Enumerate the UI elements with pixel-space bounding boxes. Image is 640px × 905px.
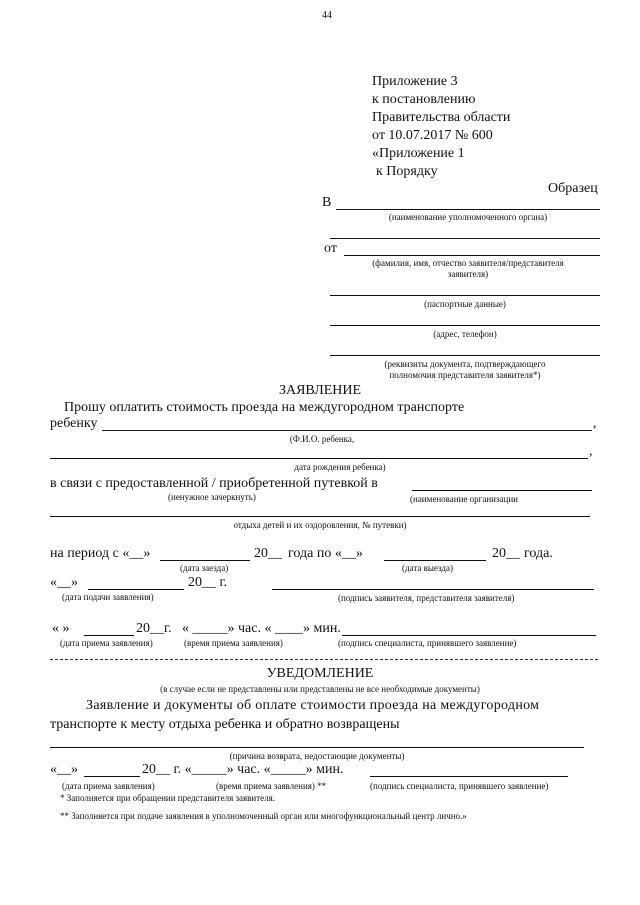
- submit-date-field[interactable]: [88, 589, 184, 590]
- to-field[interactable]: [336, 209, 600, 210]
- from-caption-1: (фамилия, имя, отчество заявителя/представителя: [372, 258, 564, 268]
- notice-time-caption: (время приема заявления) **: [216, 781, 327, 791]
- application-line-1: Прошу оплатить стоимость проезда на междугородном транспорте: [64, 400, 465, 415]
- notice-date-caption: (дата приема заявления): [62, 781, 155, 791]
- notice-title: УВЕДОМЛЕНИЕ: [266, 666, 374, 681]
- arrival-caption: (дата заезда): [180, 563, 229, 573]
- page-number: 44: [322, 10, 332, 21]
- to-caption: (наименование уполномоченного органа): [388, 212, 548, 222]
- appendix-line-1: Приложение 3: [372, 74, 458, 89]
- birth-caption: дата рождения ребенка): [294, 462, 386, 472]
- departure-field[interactable]: [384, 560, 486, 561]
- address-field[interactable]: [330, 325, 600, 326]
- appendix-line-4: от 10.07.2017 № 600: [372, 128, 493, 143]
- departure-year: 20__: [492, 546, 520, 561]
- arrival-field[interactable]: [160, 560, 250, 561]
- from-caption-2: заявителя): [447, 269, 489, 279]
- arrival-year: 20__: [254, 546, 282, 561]
- submit-year: 20__ г.: [188, 575, 228, 590]
- notice-subtitle: (в случае если не представлены или представлены не все необходимые документы): [160, 684, 480, 694]
- footnote-1: * Заполняется при обращении представителя заявителя.: [60, 793, 276, 803]
- to-field-2[interactable]: [330, 238, 600, 239]
- birth-comma: ,: [589, 444, 593, 459]
- org-caption: (наименование организации: [410, 494, 518, 504]
- rest-field[interactable]: [50, 516, 590, 517]
- departure-caption: (дата выезда): [402, 563, 453, 573]
- from-prefix: от: [324, 241, 337, 256]
- rekv-caption-1: (реквизиты документа, подтверждающего: [384, 359, 546, 369]
- recv-date-open: « »: [52, 621, 70, 636]
- passport-caption: (паспортные данные): [424, 299, 506, 309]
- period-to-label: года по «__»: [288, 546, 363, 561]
- recv-time: « _____» час. « ____» мин.: [182, 621, 341, 636]
- notice-sign-caption: (подпись специалиста, принявшего заявление): [370, 781, 549, 791]
- appendix-line-2: к постановлению: [372, 92, 476, 107]
- birth-field[interactable]: [50, 458, 588, 459]
- reason-field[interactable]: [50, 747, 584, 748]
- application-title: ЗАЯВЛЕНИЕ: [278, 383, 362, 398]
- notice-body-2: транспорте к месту отдыха ребенка и обратно возвращены: [50, 717, 400, 732]
- rekv-caption-2: полномочия представителя заявителя*): [389, 370, 541, 380]
- recv-sign-field[interactable]: [342, 635, 596, 636]
- submit-caption: (дата подачи заявления): [62, 592, 154, 602]
- appendix-line-6: к Порядку: [376, 164, 438, 179]
- recv-date-caption: (дата приема заявления): [60, 638, 153, 648]
- period-end-label: года.: [524, 546, 553, 561]
- org-field[interactable]: [412, 490, 592, 491]
- rekv-field[interactable]: [330, 355, 600, 356]
- child-caption: (Ф.И.О. ребенка,: [289, 434, 355, 444]
- recv-sign-caption: (подпись специалиста, принявшего заявление): [338, 638, 517, 648]
- recv-date-field[interactable]: [84, 635, 134, 636]
- connection-text: в связи с предоставленной / приобретенной путевкой в: [50, 476, 378, 491]
- footnote-2: ** Заполняется при подаче заявления в уполномоченный орган или многофункциональный центр лично.»: [60, 811, 467, 821]
- rest-caption: отдыха детей и их оздоровления, № путевки): [233, 520, 407, 530]
- passport-field[interactable]: [330, 295, 600, 296]
- sample-label: Образец: [548, 181, 598, 196]
- cut-line: [50, 659, 598, 660]
- strike-caption: (ненужное зачеркнуть): [168, 492, 256, 502]
- notice-date-field[interactable]: [84, 776, 140, 777]
- period-from-label: на период с «__»: [50, 546, 151, 561]
- child-field[interactable]: [102, 430, 592, 431]
- address-caption: (адрес, телефон): [433, 329, 497, 339]
- submit-date-open: «__»: [50, 575, 78, 590]
- recv-year: 20__г.: [136, 621, 172, 636]
- reason-caption: (причина возврата, недостающие документы): [229, 751, 405, 761]
- child-prefix: ребенку: [50, 416, 98, 431]
- notice-body-1: Заявление и документы об оплате стоимости проезда на междугородном: [86, 698, 540, 713]
- from-field[interactable]: [344, 255, 600, 256]
- to-prefix: В: [322, 195, 332, 210]
- child-comma: ,: [593, 416, 597, 431]
- notice-date-open: «__»: [50, 762, 78, 777]
- applicant-sign-field[interactable]: [272, 589, 594, 590]
- appendix-line-3: Правительства области: [372, 110, 511, 125]
- applicant-sign-caption: (подпись заявителя, представителя заявителя): [338, 593, 515, 603]
- notice-year-time: 20__ г. «_____» час. «_____» мин.: [142, 762, 344, 777]
- recv-time-caption: (время приема заявления): [184, 638, 283, 648]
- appendix-line-5: «Приложение 1: [372, 146, 465, 161]
- notice-sign-field[interactable]: [370, 776, 568, 777]
